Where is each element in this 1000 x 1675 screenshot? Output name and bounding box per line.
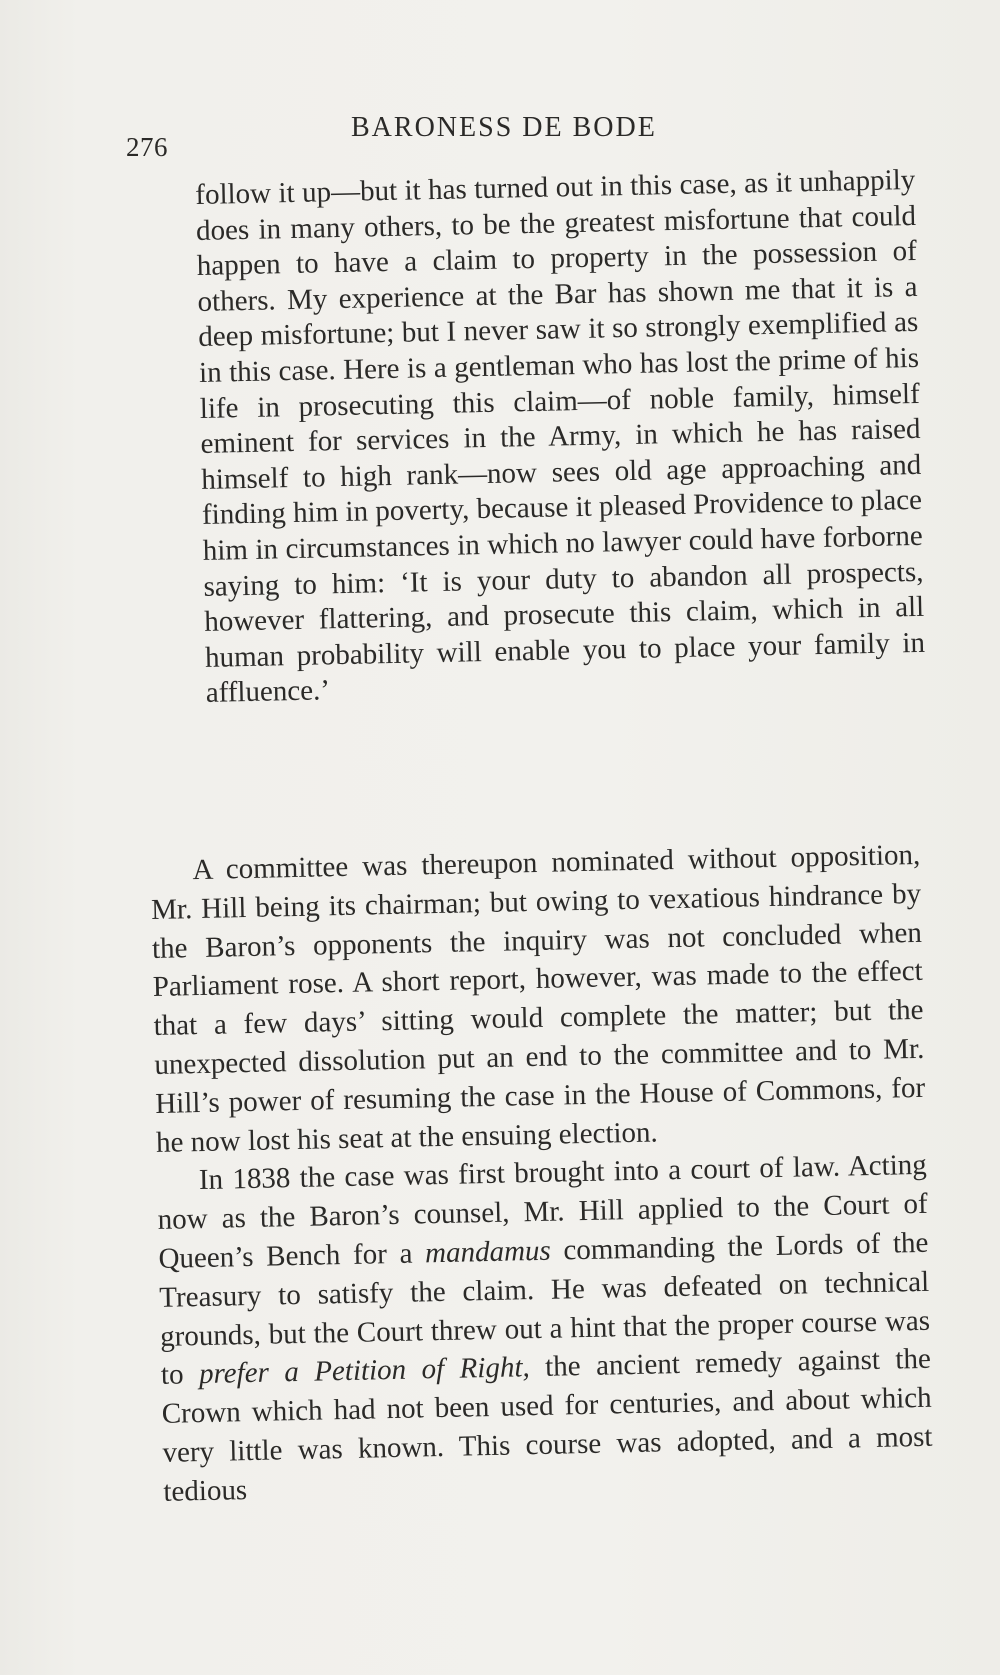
quote-text: follow it up—but it has turned out in this case, as it unhappily does in many others, to be the greatest misfortune that could happen to have a claim to property in the possession of others. My experience at the Bar has shown me that it is a deep misfortune; but I never saw it so strongly exemplified as in this case. Here is a gentleman who has lost the prime of his life in prosecuting this claim—of noble family, himself eminent for services in the Army, in which he has raised himself to high rank—now sees old age approaching and finding him in poverty, because it pleased Providence to place him in circumstances in which no lawyer could have forborne saying to him: ‘It is your duty to abandon all prospects, however flattering, and prosecute this claim, which in all human probability will enable you to place your family in affluence.’ xyxy=(195,163,926,710)
page-header xyxy=(118,112,888,162)
block-quote xyxy=(195,163,926,712)
paragraph-court-part1: In 1838 the case was first brought into a court of law. Acting now as the Baron’s counsel, Mr. Hill applied to the Court of Queen’s Bench for a xyxy=(157,1149,928,1275)
paragraph-court-part2: commanding the Lords of the Treasury to satisfy the claim. He was defeated on technical grounds, but the Court threw out a hint that the proper course was to xyxy=(159,1226,931,1392)
italic-petition-of-right: prefer a Petition of Right, xyxy=(198,1351,531,1391)
paragraph-court-of-law xyxy=(157,1146,934,1511)
italic-mandamus: mandamus xyxy=(424,1234,552,1270)
paragraph-committee: A committee was thereupon nominated without opposition, Mr. Hill being its chairman; but owing to vexatious hindrance by the Baron’s opponents the inquiry was not concluded when Parliament rose. A short report, however, was made to the effect that a few days’ sitting would complete the matter; but the unexpected dissolution put an end to the committee and to Mr. Hill’s power of resuming the case in the House of Commons, for he now lost his seat at the ensuing election. xyxy=(150,838,926,1159)
running-title: BARONESS DE BODE xyxy=(351,112,657,143)
page-number: 276 xyxy=(126,132,168,162)
body-text xyxy=(150,836,934,1512)
paragraph-court-part3: the ancient remedy against the Crown which had not been used for centuries, and about which very little was known. This course was adopted, and a most tedious xyxy=(161,1343,933,1508)
